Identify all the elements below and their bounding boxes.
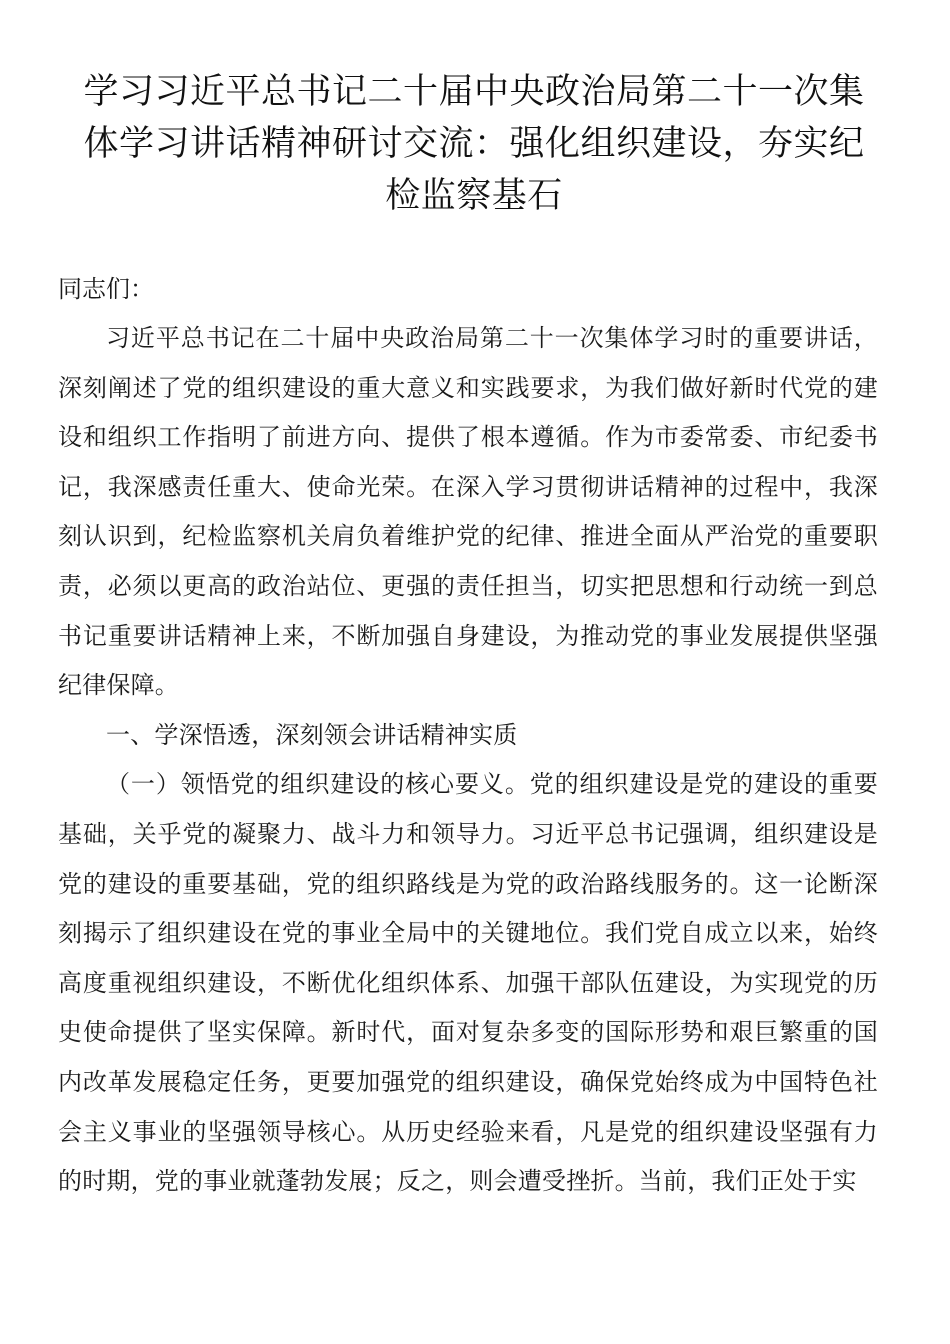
intro-paragraph: 习近平总书记在二十届中央政治局第二十一次集体学习时的重要讲话，深刻阐述了党的组织建设的重大意义和实践要求，为我们做好新时代党的建设和组织工作指明了前进方向、提供了根本遵循。作为市委常委、市纪委书记，我深感责任重大、使命光荣。在深入学习贯彻讲话精神的过程中，我深刻认识到，纪检监察机关肩负着维护党的纪律、推进全面从严治党的重要职责，必须以更高的政治站位、更强的责任担当，切实把思想和行动统一到总书记重要讲话精神上来，不断加强自身建设，为推动党的事业发展提供坚强纪律保障。 <box>58 324 878 700</box>
document-body <box>58 314 878 1207</box>
document-title: 学习习近平总书记二十届中央政治局第二十一次集体学习讲话精神研讨交流：强化组织建设，夯实纪检监察基石 <box>83 72 865 216</box>
salutation: 同志们： <box>58 275 154 303</box>
section-heading: 一、学深悟透，深刻领会讲话精神实质 <box>106 720 518 749</box>
section-paragraph: （一）领悟党的组织建设的核心要义。党的组织建设是党的建设的重要基础，关乎党的凝聚力、战斗力和领导力。习近平总书记强调，组织建设是党的建设的重要基础，党的组织路线是为党的政治路线服务的。这一论断深刻揭示了组织建设在党的事业全局中的关键地位。我们党自成立以来，始终高度重视组织建设，不断优化组织体系、加强干部队伍建设，为实现党的历史使命提供了坚实保障。新时代，面对复杂多变的国际形势和艰巨繁重的国内改革发展稳定任务，更要加强党的组织建设，确保党始终成为中国特色社会主义事业的坚强领导核心。从历史经验来看，凡是党的组织建设坚强有力的时期，党的事业就蓬勃发展；反之，则会遭受挫折。当前，我们正处于实 <box>58 770 878 1196</box>
